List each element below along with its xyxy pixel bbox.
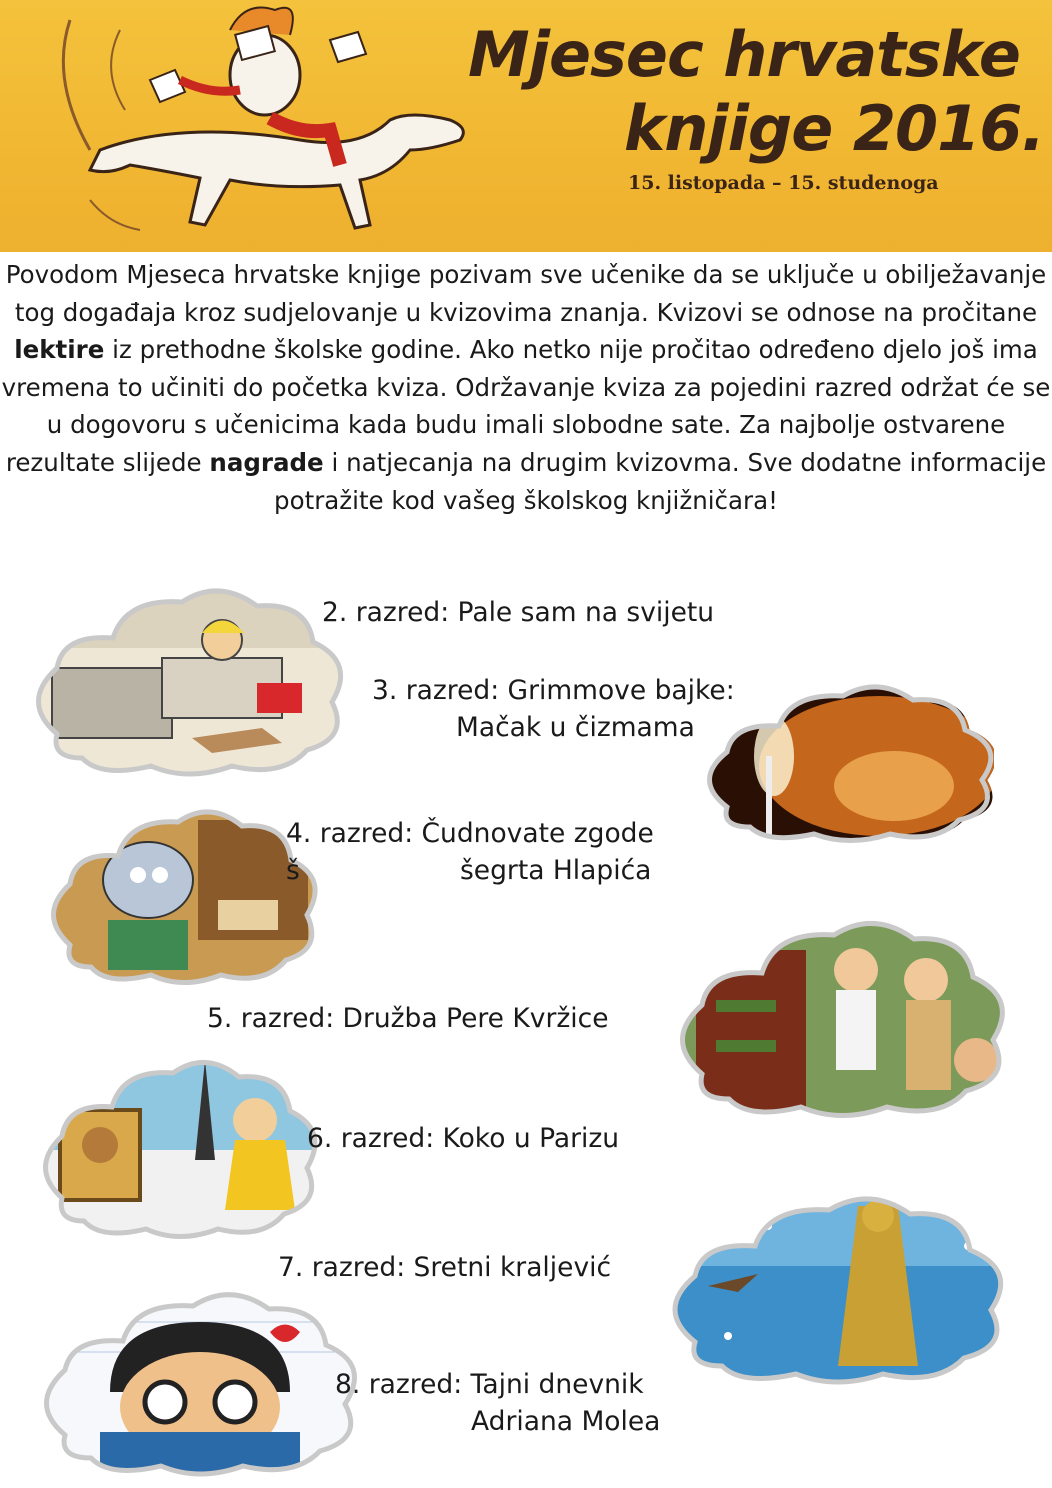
banner-title-line1: Mjesec hrvatske [468,18,1020,91]
banner-title-line2: knjige 2016. [624,92,1045,165]
picture-pale-sam-na-svijetu [32,578,344,778]
dog-rider-illustration [30,0,490,252]
grade-7-label: 7. razred: Sretni kraljević [278,1252,612,1283]
banner-title [468,18,1048,166]
grade-3-label-line2: Mačak u čizmama [456,712,695,743]
grade-5-label: 5. razred: Družba Pere Kvržice [207,1003,609,1034]
intro-bold-lektire: lektire [14,335,105,365]
intro-text-2: iz prethodne školske godine. Ako netko nije pročitao određeno djelo još ima vremena to učiniti do početka kviza. Održavanje kviza za pojedini razred održat će se u dogovoru s učenicima kada budu imali slobodne sate. Za najbolje ostvarene rezultate slijede [1,335,1051,477]
grade-4-stray-letter: š [286,855,300,886]
grade-3-label-line1: 3. razred: Grimmove bajke: [372,675,735,706]
intro-text-3: i natjecanja na drugim kvizovma. Sve dodatne informacije potražite kod vašeg školskog knjižničara! [274,447,1047,515]
header-banner [0,0,1052,252]
picture-sretni-kraljevic [668,1186,1004,1386]
intro-bold-nagrade: nagrade [209,447,324,477]
picture-segrt-hlapic [48,800,318,986]
grade-6-label: 6. razred: Koko u Parizu [307,1123,620,1154]
picture-koko-u-parizu [40,1050,318,1240]
grade-2-label: 2. razred: Pale sam na svijetu [322,597,715,628]
intro-paragraph [0,256,1052,519]
grade-8-label-line2: Adriana Molea [471,1406,661,1437]
picture-druzba-pere-kvrzice [676,910,1006,1120]
grade-4-label-line1: 4. razred: Čudnovate zgode [286,818,654,849]
grade-4-label-line2: šegrta Hlapića [460,855,652,886]
picture-tajni-dnevnik [40,1282,358,1478]
banner-dates: 15. listopada – 15. studenoga [628,172,939,194]
intro-text-1: Povodom Mjeseca hrvatske knjige pozivam sve učenike da se uključe u obilježavanje tog događaja kroz sudjelovanje u kvizovima znanja. Kvizovi se odnose na pročitane [5,260,1047,327]
picture-macak-u-cizmama [704,676,994,844]
grade-8-label-line1: 8. razred: Tajni dnevnik [335,1369,644,1400]
